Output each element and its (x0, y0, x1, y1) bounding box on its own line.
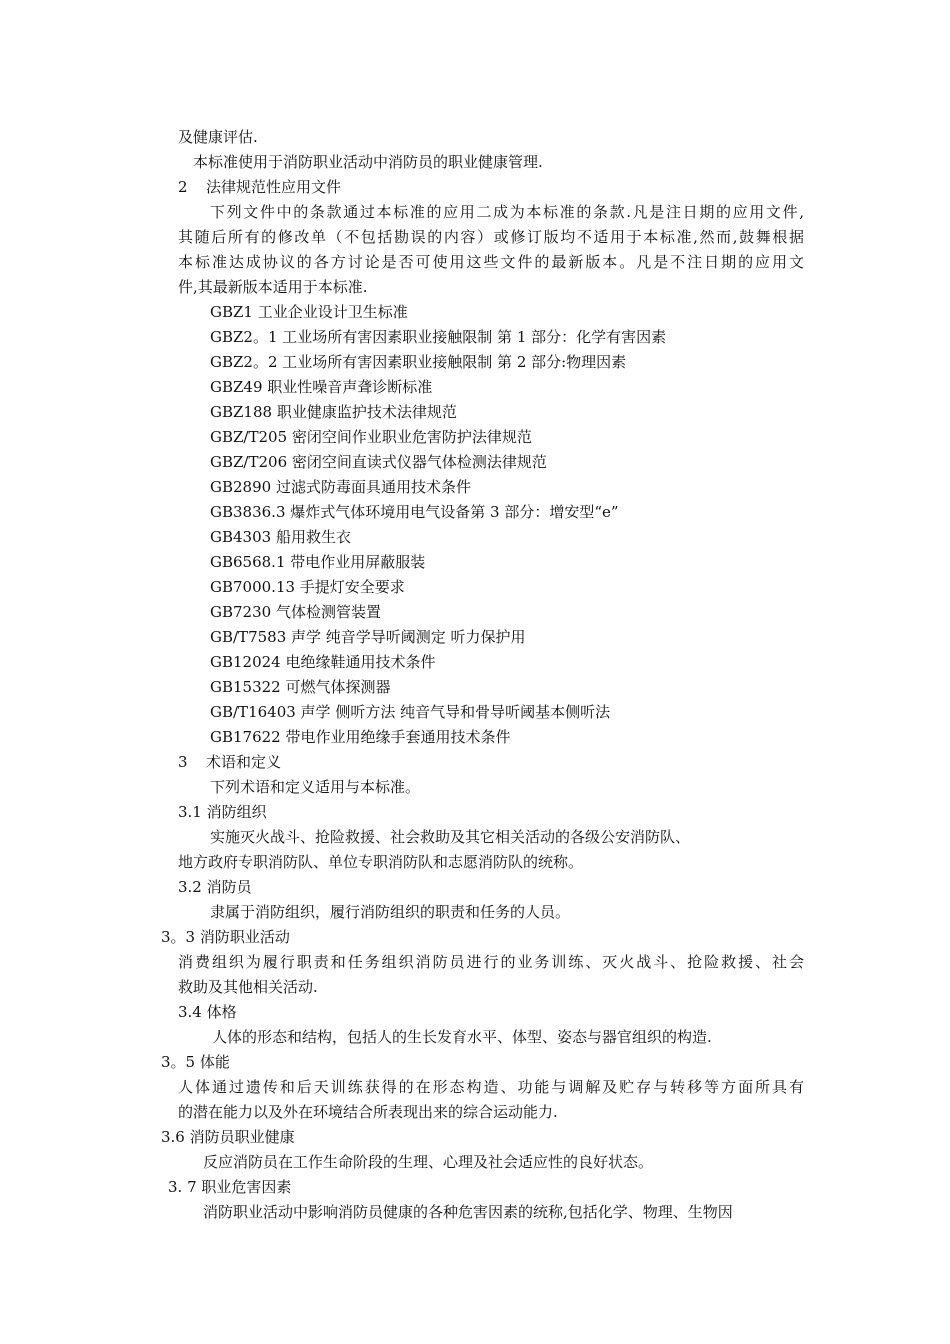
reference-item: GB6568.1 带电作业用屏蔽服装 (210, 553, 426, 571)
section-3-title: 术语和定义 (206, 753, 282, 771)
section-2-para-line-3: 本标准达成协议的各方讨论是否可使用这些文件的最新版本。凡是不注日期的应用文 (178, 253, 804, 271)
subsection-3-5-text: 人体通过遗传和后天训练获得的在形态构造、功能与调解及贮存与转移等方面所具有 (178, 1078, 804, 1096)
section-2-title: 法律规范性应用文件 (206, 178, 342, 196)
subsection-3-7-heading: 3. 7 职业危害因素 (168, 1178, 292, 1196)
section-2-para-line-4: 件,其最新版本适用于本标准. (178, 278, 368, 296)
reference-item: GBZ188 职业健康监护技术法律规范 (210, 403, 457, 421)
reference-item: GBZ49 职业性噪音声聋诊断标准 (210, 378, 433, 396)
reference-item: GBZ2。1 工业场所有害因素职业接触限制 第 1 部分：化学有害因素 (210, 328, 667, 346)
subsection-3-7-text: 消防职业活动中影响消防员健康的各种危害因素的统称,包括化学、物理、生物因 (203, 1203, 733, 1221)
reference-item: GB/T16403 声学 侧听方法 纯音气导和骨导听阈基本侧听法 (210, 703, 611, 721)
reference-item: GB4303 船用救生衣 (210, 528, 351, 546)
subsection-3-1-text: 实施灭火战斗、抢险救援、社会救助及其它相关活动的各级公安消防队、 (210, 828, 691, 846)
reference-item: GB3836.3 爆炸式气体环境用电气设备第 3 部分：增安型“e” (210, 503, 619, 521)
subsection-3-1-heading: 3.1 消防组织 (178, 803, 267, 821)
section-3-intro: 下列术语和定义适用与本标准。 (210, 778, 421, 796)
reference-item: GBZ/T205 密闭空间作业职业危害防护法律规范 (210, 428, 532, 446)
subsection-3-1-text: 地方政府专职消防队、单位专职消防队和志愿消防队的统称。 (178, 853, 584, 871)
subsection-3-2-heading: 3.2 消防员 (178, 878, 252, 896)
reference-item: GB12024 电绝缘鞋通用技术条件 (210, 653, 436, 671)
reference-item: GB7230 气体检测管装置 (210, 603, 381, 621)
section-3-number: 3 (178, 753, 188, 771)
subsection-3-4-heading: 3.4 体格 (178, 1003, 237, 1021)
reference-item: GB/T7583 声学 纯音学导听阈测定 听力保护用 (210, 628, 526, 646)
reference-item: GB2890 过滤式防毒面具通用技术条件 (210, 478, 471, 496)
subsection-3-2-text: 隶属于消防组织，履行消防组织的职责和任务的人员。 (210, 903, 571, 921)
reference-item: GBZ1 工业企业设计卫生标准 (210, 303, 408, 321)
reference-item: GB7000.13 手提灯安全要求 (210, 578, 405, 596)
reference-item: GB17622 带电作业用绝缘手套通用技术条件 (210, 728, 511, 746)
subsection-3-3-heading: 3。3 消防职业活动 (161, 928, 290, 946)
subsection-3-3-text: 消费组织为履行职责和任务组织消防员进行的业务训练、灭火战斗、抢险救援、社会 (178, 953, 804, 971)
reference-item: GBZ2。2 工业场所有害因素职业接触限制 第 2 部分:物理因素 (210, 353, 627, 371)
section-2-para-line-2: 其随后所有的修改单（不包括勘误的内容）或修订版均不适用于本标准,然而,鼓舞根据 (178, 228, 804, 246)
reference-item: GB15322 可燃气体探测器 (210, 678, 391, 696)
subsection-3-6-heading: 3.6 消防员职业健康 (161, 1128, 295, 1146)
intro-line-1: 及健康评估. (178, 128, 258, 146)
subsection-3-4-text: 人体的形态和结构，包括人的生长发育水平、体型、姿态与器官组织的构造. (212, 1028, 712, 1046)
subsection-3-5-heading: 3。5 体能 (161, 1053, 230, 1071)
reference-item: GBZ/T206 密闭空间直读式仪器气体检测法律规范 (210, 453, 547, 471)
section-2-number: 2 (178, 178, 188, 196)
intro-line-2: 本标准使用于消防职业活动中消防员的职业健康管理. (193, 153, 543, 171)
subsection-3-6-text: 反应消防员在工作生命阶段的生理、心理及社会适应性的良好状态。 (203, 1153, 654, 1171)
subsection-3-5-text: 的潜在能力以及外在环境结合所表现出来的综合运动能力. (178, 1103, 558, 1121)
section-2-para-line-1: 下列文件中的条款通过本标准的应用二成为本标准的条款.凡是注日期的应用文件, (210, 203, 804, 221)
subsection-3-3-text: 救助及其他相关活动. (178, 978, 318, 996)
